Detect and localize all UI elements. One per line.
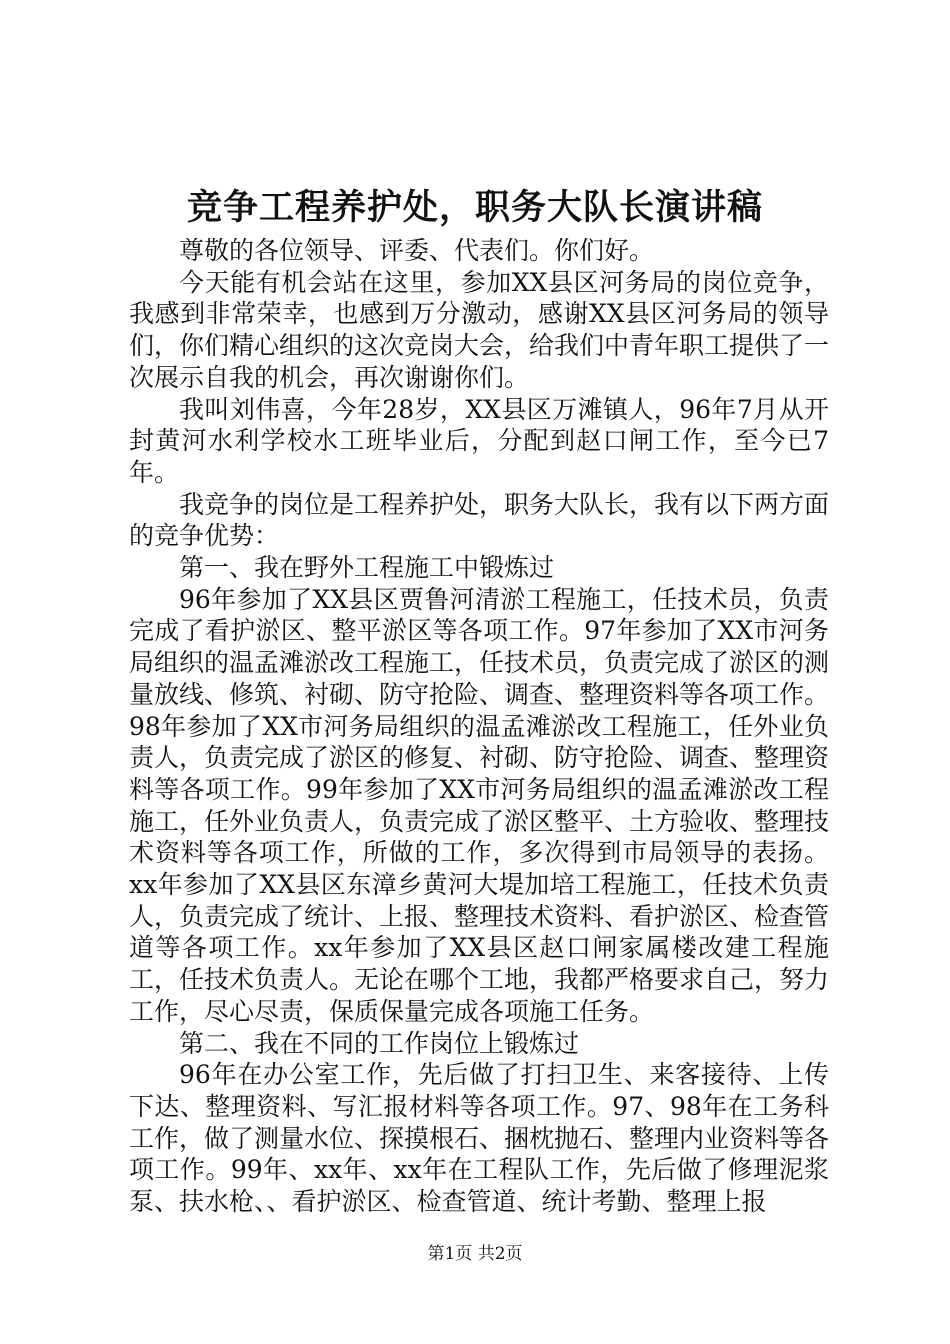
page-number-footer: 第1页 共2页 (427, 1244, 523, 1264)
paragraph-greeting: 尊敬的各位领导、评委、代表们。你们好。 (179, 236, 655, 265)
paragraph-intro: 我叫刘伟喜，今年28岁，XX县区万滩镇人，96年7月从开封黄河水利学校水工班毕业后，分配到赵口闸工作，至今已7年。 (129, 394, 829, 487)
paragraph-field-experience: 96年参加了XX县区贾鲁河清淤工程施工，任技术员，负责完成了看护淤区、整平淤区等各项工作。97年参加了XX市河务局组织的温孟滩淤改工程施工，任技术员，负责完成了淤区的测量放线、修筑、衬砌、防守抢险、调查、整理资料等各项工作。98年参加了XX市河务局组织的温孟滩淤改工程施工，任外业负责人，负责完成了淤区的修复、衬砌、防守抢险、调查、整理资料等各项工作。99年参加了XX市河务局组织的温孟滩淤改工程施工，任外业负责人，负责完成了淤区整平、土方验收、整理技术资料等各项工作，所做的工作，多次得到市局领导的表扬。xx年参加了XX县区东漳乡黄河大堤加培工程施工，任技术负责人，负责完成了统计、上报、整理技术资料、看护淤区、检查管道等各项工作。xx年参加了XX县区赵口闸家属楼改建工程施工，任技术负责人。无论在哪个工地，我都严格要求自己，努力工作，尽心尽责，保质保量完成各项施工任务。 (129, 584, 830, 1026)
document-body (129, 235, 829, 1218)
paragraph-job-experience: 96年在办公室工作，先后做了打扫卫生、来客接待、上传下达、整理资料、写汇报材料等各项工作。97、98年在工务科工作，做了测量水位、探摸根石、捆枕抛石、整理内业资料等各项工作。99年、xx年、xx年在工程队工作，先后做了修理泥浆泵、扶水枪、、看护淤区、检查管道、统计考勤、整理上报 (129, 1060, 830, 1217)
document-title: 竞争工程养护处，职务大队长演讲稿 (186, 187, 763, 228)
section-heading-two: 第二、我在不同的工作岗位上锻炼过 (179, 1028, 580, 1058)
paragraph-thanks: 今天能有机会站在这里，参加XX县区河务局的岗位竞争，我感到非常荣幸，也感到万分激动，感谢XX县区河务局的领导们，你们精心组织的这次竞岗大会，给我们中青年职工提供了一次展示自我的机会，再次谢谢你们。 (129, 267, 830, 392)
section-heading-one: 第一、我在野外工程施工中锻炼过 (179, 553, 555, 583)
paragraph-position: 我竞争的岗位是工程养护处，职务大队长，我有以下两方面的竞争优势： (129, 489, 830, 551)
